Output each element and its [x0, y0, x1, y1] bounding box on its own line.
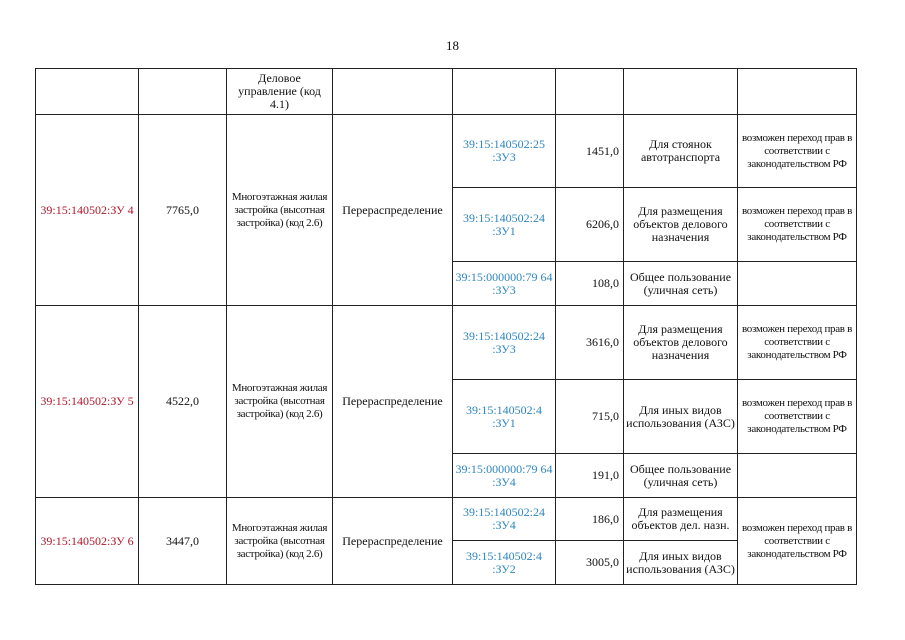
- permitted-use: Многоэтажная жилая застройка (высотная застройка) (код 2.6): [227, 306, 333, 498]
- table-row: [36, 69, 857, 115]
- transfer-note: возможен переход прав в соответствии с законодательством РФ: [738, 188, 857, 262]
- source-area: 186,0: [556, 498, 624, 541]
- source-area: 3616,0: [556, 306, 624, 380]
- source-area: 6206,0: [556, 188, 624, 262]
- transfer-note: [738, 262, 857, 306]
- plot-area: 7765,0: [139, 115, 227, 306]
- permitted-use: Многоэтажная жилая застройка (высотная застройка) (код 2.6): [227, 498, 333, 585]
- table-row: [36, 306, 857, 380]
- source-use: Общее пользование (уличная сеть): [624, 454, 738, 498]
- source-use: Для размещения объектов дел. назн.: [624, 498, 738, 541]
- plot-id: 39:15:140502:ЗУ 5: [36, 306, 139, 498]
- formation-method: Перераспределение: [333, 498, 453, 585]
- transfer-note: возможен переход прав в соответствии с законодательством РФ: [738, 306, 857, 380]
- source-use: Для иных видов использования (АЗС): [624, 380, 738, 454]
- page-number: 18: [446, 38, 459, 53]
- source-area: 108,0: [556, 262, 624, 306]
- permitted-use: Многоэтажная жилая застройка (высотная застройка) (код 2.6): [227, 115, 333, 306]
- source-plot-id: 39:15:140502:4 :ЗУ2: [453, 541, 556, 585]
- source-area: 3005,0: [556, 541, 624, 585]
- source-use: Для иных видов использования (АЗС): [624, 541, 738, 585]
- plot-id: 39:15:140502:ЗУ 4: [36, 115, 139, 306]
- land-plots-table: [35, 68, 857, 585]
- cell-use: Деловое управление (код 4.1): [227, 69, 333, 115]
- source-plot-id: 39:15:140502:24 :ЗУ4: [453, 498, 556, 541]
- source-use: Общее пользование (уличная сеть): [624, 262, 738, 306]
- source-use: Для размещения объектов делового назначения: [624, 188, 738, 262]
- source-area: 715,0: [556, 380, 624, 454]
- source-plot-id: 39:15:000000:79 64 :ЗУ4: [453, 454, 556, 498]
- source-area: 1451,0: [556, 115, 624, 188]
- source-use: Для размещения объектов делового назначения: [624, 306, 738, 380]
- formation-method: Перераспределение: [333, 115, 453, 306]
- transfer-note: возможен переход прав в соответствии с законодательством РФ: [738, 380, 857, 454]
- source-use: Для стоянок автотранспорта: [624, 115, 738, 188]
- formation-method: Перераспределение: [333, 306, 453, 498]
- plot-id: 39:15:140502:ЗУ 6: [36, 498, 139, 585]
- transfer-note: возможен переход прав в соответствии с законодательством РФ: [738, 498, 857, 585]
- transfer-note: [738, 454, 857, 498]
- table-row: [36, 498, 857, 541]
- source-plot-id: 39:15:000000:79 64 :ЗУ3: [453, 262, 556, 306]
- transfer-note: возможен переход прав в соответствии с законодательством РФ: [738, 115, 857, 188]
- table-row: [36, 115, 857, 188]
- plot-area: 3447,0: [139, 498, 227, 585]
- source-plot-id: 39:15:140502:24 :ЗУ1: [453, 188, 556, 262]
- source-area: 191,0: [556, 454, 624, 498]
- source-plot-id: 39:15:140502:24 :ЗУ3: [453, 306, 556, 380]
- source-plot-id: 39:15:140502:4 :ЗУ1: [453, 380, 556, 454]
- source-plot-id: 39:15:140502:25 :ЗУ3: [453, 115, 556, 188]
- plot-area: 4522,0: [139, 306, 227, 498]
